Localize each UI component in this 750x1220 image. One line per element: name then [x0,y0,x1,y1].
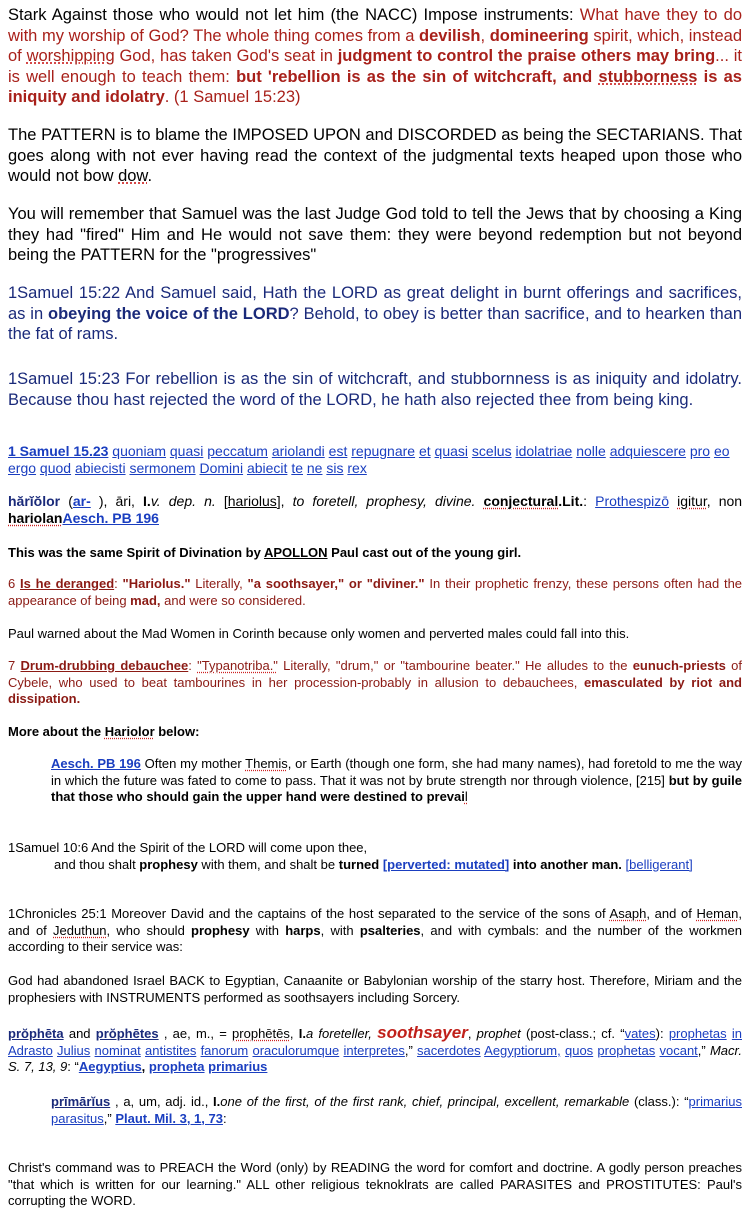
latin-word-link[interactable]: quasi [434,443,469,459]
paragraph-pattern [8,125,742,187]
latin-word-link[interactable]: eo [713,443,730,459]
grammar-note: v. dep. n. [150,493,216,509]
text: , [141,1059,149,1074]
primarius-parasitus-link[interactable]: primarius parasitus [51,1094,742,1126]
latin-word-link[interactable]: scelus [471,443,512,459]
emphasis-soothsayer: "a soothsayer," or "diviner." [247,576,425,591]
text: ,” [103,1110,116,1126]
latin-word-link[interactable]: Aegyptiorum, [484,1042,561,1058]
emphasis-obeying: obeying the voice of the LORD [47,304,290,323]
sense-number: I. [143,493,151,509]
latin-word-link[interactable]: quod [39,460,72,476]
heading-more-about-hariolor [8,724,742,741]
latin-word-link[interactable]: fanorum [200,1042,249,1058]
text: ): [655,1026,669,1041]
headword: prīmārĭus [51,1094,111,1109]
verse-first-line: 1Samuel 10:6 And the Spirit of the LORD will come upon thee, [8,840,368,855]
macrobius-reference: Macr. S. 7, 13, 9 [8,1042,742,1074]
latin-word-link[interactable]: interpretes [343,1042,405,1058]
text: 1Samuel 15:22 And Samuel said, Hath the LORD as great delight in burnt offerings and sacrifices, as in [8,284,742,323]
latin-word-link[interactable]: nolle [576,443,606,459]
aeschylus-quote [8,756,742,806]
apollon-underlined: APOLLON [263,545,328,560]
text: .Lit. [558,493,584,509]
text: Literally, "drum," or "tambourine beater." He alludes to the [277,658,633,673]
text: : [222,1110,227,1126]
latin-quote-sacerdotes [417,1043,698,1058]
text: ], [276,493,293,509]
perverted-mutated-link[interactable]: [perverted: mutated] [382,856,510,872]
definition: to foretell, prophesy, divine. [292,493,476,509]
text [475,493,483,509]
note-number: 6 [8,576,21,591]
text [669,493,677,509]
text: of Cybele, who used to beat tambourines in her procession-probably in allusion to debauchees, [8,658,742,690]
definition: one of the first, of the first rank, chief, principal, excellent, remarkable [220,1094,630,1109]
greek-word-link[interactable]: Prothespizō [595,493,670,509]
text: : [583,493,596,509]
soothsayer-highlight: soothsayer [377,1023,468,1042]
emphasis-mad: mad, [130,592,161,608]
propheta-link[interactable]: propheta [148,1059,205,1074]
paragraph-corinth: Paul warned about the Mad Women in Corinth because only women and perverted males could fall into this. [8,626,630,641]
text: , and of [646,906,697,921]
latin-word-link[interactable]: quasi [169,443,204,459]
definition: prophet [476,1026,521,1041]
primarius-link[interactable]: primarius [208,1059,268,1074]
latin-word-link[interactable]: pro [689,443,711,459]
spellcheck-word: dow [118,167,148,185]
latin-word-link[interactable]: ergo [8,460,37,476]
latin-word-link[interactable]: abiecit [246,460,288,476]
greek-term: prophētēs [232,1026,290,1041]
latin-term: "Hariolus." [122,576,191,591]
headword: prŏphēta [8,1026,64,1041]
emphasis-psalteries: psalteries [359,922,421,938]
text: , ae, m., = [158,1026,233,1041]
latin-word-link[interactable]: nominat [94,1042,141,1058]
spellcheck-word: Jeduthun [53,922,107,938]
text: Often my mother [140,756,246,771]
belligerant-link[interactable]: [belligerant] [625,856,693,872]
spellcheck-word: l [464,789,468,804]
etymology: hariolus [227,493,277,509]
text: Stark Against those who would not let him (the NACC) Impose instruments: [8,6,580,24]
dictionary-entry-primarius [8,1094,742,1127]
text: , [480,26,490,45]
spellcheck-word: conjectural [483,493,559,509]
latin-word-link[interactable]: idolatriae [515,443,573,459]
headword: prŏphētes [95,1026,159,1041]
latin-word-link[interactable]: quos [564,1042,594,1058]
emphasis-prophesy: prophesy [191,922,250,938]
text: More about the [8,724,105,739]
latin-word-link[interactable]: repugnare [351,443,416,459]
text: (post-class.; cf. “ [520,1026,625,1041]
latin-vulgate-verse [8,443,742,477]
emphasis-guile: but by guile that those who should gain the upper hand were destined to prevai [51,772,742,804]
emphasis-devilish: devilish [419,26,481,45]
latin-word-link[interactable]: est [328,443,348,459]
text: , and with cymbals: and the number of the workmen according to their service was: [8,922,742,954]
emphasis-harps: harps [285,922,321,938]
text: , who should [106,922,192,938]
spellcheck-word: hariolan [8,510,63,526]
aeschylus-reference-link[interactable]: Aesch. PB 196 [62,510,159,526]
plautus-reference-link[interactable]: Plaut. Mil. 3, 1, 73 [115,1110,223,1126]
text: ... it is well enough to teach them: [8,47,742,86]
latin-word-link[interactable]: Adrasto [8,1042,53,1058]
text: The PATTERN is to blame the IMPOSED UPON and DISCORDED as being the SECTARIANS. That goes along with not ever having read the context of the judgmental texts heaped upon those who would not bow [8,126,742,185]
note-heading: Is he deranged [20,576,115,591]
spellcheck-word: Heman [696,906,739,921]
latin-word-link[interactable]: sacerdotes [417,1042,481,1058]
latin-word-link[interactable]: abiecisti [74,460,126,476]
latin-word-link[interactable]: prophetas [668,1026,727,1041]
note-7-drum-drubbing [8,658,742,708]
emphasis-prophesy: prophesy [139,856,198,872]
sense-number: I. [213,1094,221,1109]
text: , or Earth (though one form, she had many names), had foretold to me the way in which the future was fated to come to pass. That it was not by brute strength nor through violence, [215] [51,756,742,788]
text: : [188,658,198,673]
text: : “ [67,1059,79,1074]
emphasis-turned: turned [338,856,380,872]
latin-word-link[interactable]: sis [326,460,344,476]
vulgate-reference-link[interactable]: 1 Samuel 15.23 [8,443,109,459]
latin-word-link[interactable]: in [731,1026,742,1041]
latin-term: "Typanotriba." [197,658,278,673]
paragraph-stark [8,5,742,108]
headword: hărĭŏlor [8,493,61,509]
emphasis-iniquity: is as iniquity and idolatry [8,67,742,106]
note-6-deranged [8,576,742,609]
text: . [147,167,153,185]
paragraph-christ-command: Christ's command was to PREACH the Word (only) by READING the word for comfort and doctrine. A godly person preaches "that which is written for our learning." ALL other religious teknoklrats are called PARASITES and PROSTITUTES: Paul's corrupting the WORD. [8,1160,742,1208]
latin-word-link[interactable]: antistites [145,1042,197,1058]
latin-word-link[interactable]: ne [306,460,323,476]
text: 1Chronicles 25:1 Moreover David and the captains of the host separated to the service of the sons of [8,906,610,921]
text: , with [320,922,360,938]
latin-word-link[interactable]: quoniam [112,443,166,459]
sense-number: I. [298,1026,306,1041]
latin-word-link[interactable]: rex [347,460,367,476]
definition: a foreteller, [305,1026,372,1041]
latin-word-link[interactable]: vocant [659,1042,698,1058]
text: This was the same Spirit of Divination by [8,545,264,560]
spellcheck-word: Asaph [609,906,647,921]
verse-1chronicles-25-1 [8,906,742,956]
emphasis-rebellion: but 'rebellion is as the sin of witchcraft, and [236,67,599,86]
note-number: 7 [8,658,21,673]
vates-link[interactable]: vates [624,1026,656,1041]
latin-word-link[interactable]: et [418,443,431,459]
verse-1samuel-10-6 [8,840,742,873]
text: In their prophetic frenzy, these persons often had the appearance of being [8,576,743,608]
text: God, has taken God's seat in [114,47,338,65]
text: , and of [8,906,742,938]
latin-word-link[interactable]: Julius [57,1042,91,1058]
paragraph-apollon [8,545,742,562]
emphasis-eunuch-priests: eunuch-priests [632,658,726,673]
text: Paul cast out of the young girl. [327,545,522,560]
text: and were so considered. [160,592,306,608]
text: ,” [404,1042,418,1058]
emphasis-domineering: domineering [489,26,589,45]
verse-1samuel-15-22 [8,283,742,345]
text: , a, um, adj. id., [110,1094,214,1109]
text: ), āri, [90,493,144,509]
spellcheck-word: Hariolor [104,724,155,739]
text: Literally, [190,576,248,591]
latin-word-link[interactable]: peccatum [207,443,268,459]
latin-word-link[interactable]: adquiescere [609,443,686,459]
verse-1samuel-15-23: 1Samuel 15:23 For rebellion is as the sin of witchcraft, and stubbornness is as iniquity and idolatry. Because thou hast rejected the word of the LORD, he hath also rejected thee from being king. [8,370,742,409]
text: below: [154,724,200,739]
paragraph-samuel-judge: You will remember that Samuel was the last Judge God told to tell the Jews that by choosing a King they had "fired" Him and He would not save them: they were beyond redemption but not beyond being the PATTERN for the "progressives" [8,205,742,264]
dictionary-entry-hariolor [8,493,742,527]
text: (class.): “ [629,1094,689,1109]
latin-word-link[interactable]: ariolandi [271,443,325,459]
emphasis-another-man: into another man. [509,856,622,872]
text: ,” [697,1042,710,1058]
latin-word-list [8,443,730,476]
text: ( [60,493,73,509]
note-heading: Drum-drubbing debauchee [20,658,189,673]
text: and thou shalt [54,856,140,872]
emphasis-emasculated: emasculated by riot and dissipation. [8,674,742,706]
spellcheck-word: igitur [677,493,707,509]
text: , non [706,493,743,509]
latin-word-link[interactable]: te [291,460,303,476]
latin-word-link[interactable]: Domini [199,460,244,476]
quote-text: What have they to do with my worship of God? The whole thing comes from a [8,6,742,45]
text: , [289,1026,299,1041]
text: and [63,1026,96,1041]
text: , [467,1026,477,1041]
text: : [114,576,123,591]
spellcheck-word: Themis [245,756,288,771]
text: with them, and shalt be [197,856,339,872]
dictionary-entry-propheta [8,1025,742,1076]
latin-word-link[interactable]: prophetas [597,1042,656,1058]
spellcheck-word: worshipping [26,47,115,65]
text: spirit, which, instead of [8,26,742,65]
aegyptius-link[interactable]: Aegyptius [78,1059,142,1074]
text: ? Behold, to obey is better than sacrifice, and to hearken than the fat of rams. [8,304,743,343]
text: [ [215,493,228,509]
text: with [249,922,286,938]
variant-link[interactable]: ar- [72,493,91,509]
latin-word-link[interactable]: oraculorumque [252,1042,340,1058]
paragraph-abandoned-israel: God had abandoned Israel BACK to Egyptian, Canaanite or Babylonian worship of the starry host. Therefore, Miriam and the prophesiers with INSTRUMENTS performed as soothsayers including Sorcery. [8,973,742,1005]
emphasis-judgment: judgment to control the praise others may bring [337,47,716,65]
aeschylus-quote-link[interactable]: Aesch. PB 196 [51,756,141,771]
latin-word-link[interactable]: sermonem [129,460,196,476]
spellcheck-word: stubborness [598,67,698,86]
scripture-reference: . (1 Samuel 15:23) [164,88,301,106]
